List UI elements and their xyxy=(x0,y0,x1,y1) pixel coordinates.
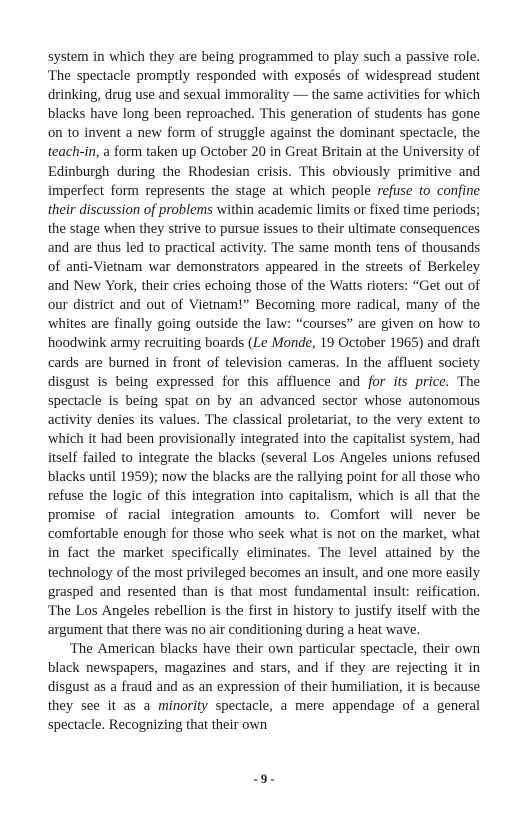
italic-run: for its price. xyxy=(368,373,450,390)
text-run: spectacle, a mere appendage of a general spectacle. Recognizing that their own xyxy=(48,698,481,734)
italic-run: teach-in xyxy=(48,144,96,161)
text-run: system in which they are being programmed to play such a passive role. The spectacle promptly responded with exposés of widespread student drinking, drug use and sexual immorality — the same activities for which blacks have long been reproached. This generation of students has gone on to invent a new form of struggle against the dominant spectacle, the xyxy=(48,49,480,142)
text-run: The spectacle is being spat on by an advanced sector whose autonomous activity denies its values. The classical proletariat, to the very extent to which it had been provisionally integrated into the capitalist system, had itself failed to integrate the blacks (several Los Angeles unions refused blacks until 1959); now the blacks are the rallying point for all those who refuse the logic of this integration into capitalism, which is all that the promise of racial integration amounts to. Comfort will never be comfortable enough for those who seek what is not on the market, what in fact the market specifically eliminates. The level attained by the technology of the most privileged becomes an insult, and one more easily grasped and resented than is that most fundamental insult: reification. The Los Angeles rebellion is the first in history to justify itself with the argument that there was no air conditioning during a heat wave. xyxy=(48,373,480,638)
text-run: , a form taken up October 20 in Great Britain at the University of Edinburgh during the Rhodesian crisis. This obviously primitive and imperfect form represents the stage at which people xyxy=(48,144,480,199)
text-run: , 19 October 1965) and draft cards are burned in front of television cameras. In the affluent society disgust is being expressed for this affluence and xyxy=(48,335,481,390)
text-run: The American blacks have their own particular spectacle, their own black newspapers, magazines and stars, and if they are rejecting it in disgust as a fraud and as an expression of their humiliation, it is because they see it as a xyxy=(48,640,480,715)
italic-run: refuse to confine their discussion of problems xyxy=(48,182,480,218)
italic-run: minority xyxy=(158,698,208,715)
page-number: - 9 - xyxy=(253,772,275,786)
body-text xyxy=(48,48,480,735)
paragraph-1 xyxy=(48,48,480,640)
italic-run: Le Monde xyxy=(252,335,313,352)
paragraph-2 xyxy=(48,640,480,735)
text-run: within academic limits or fixed time periods; the stage when they strive to pursue issues to their ultimate consequences and are thus led to practical activity. The same month tens of thousands of anti-Vietnam war demonstrators appeared in the streets of Berkeley and New York, their cries echoing those of the Watts rioters: “Get out of our district and out of Vietnam!” Becoming more radical, many of the whites are finally going outside the law: “courses” are given on how to hoodwink army recruiting boards ( xyxy=(48,201,481,352)
